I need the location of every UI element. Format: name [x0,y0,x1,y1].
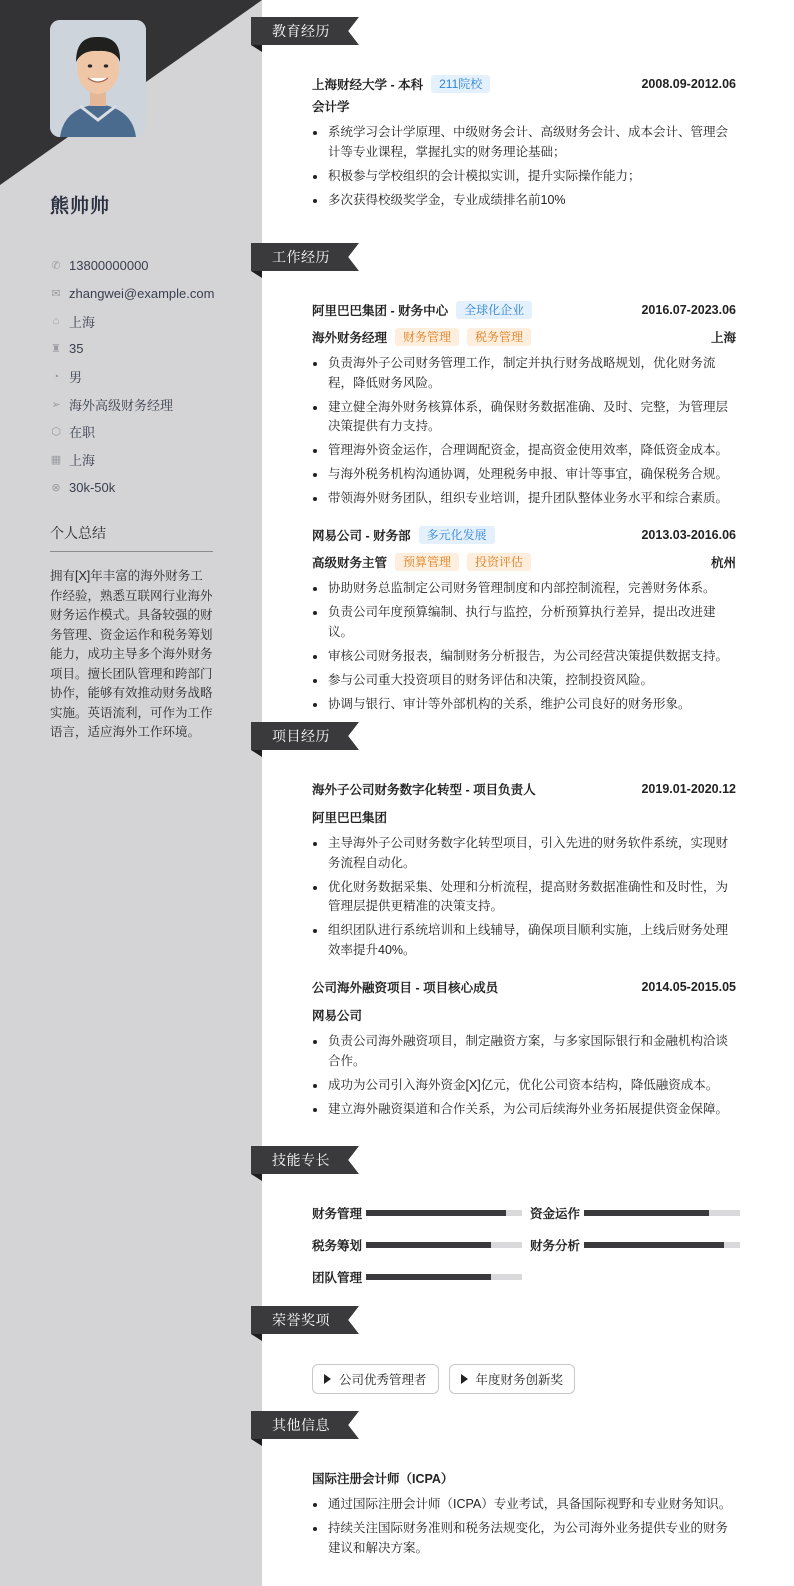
contact-city [50,446,250,474]
city-icon: ▦ [50,454,62,467]
skill-bar-fill [584,1210,709,1216]
skill-bar [584,1210,740,1216]
company-tag: 全球化企业 [456,301,532,319]
skill-item [312,1268,522,1286]
target-job-icon: ➢ [51,398,61,411]
contact-gender [50,363,250,391]
education-bullets [312,123,736,210]
list-item: 多次获得校级奖学金，专业成绩排名前10% [328,191,736,211]
work-entry-2 [312,524,736,719]
list-item: 建立海外融资渠道和合作关系，为公司后续海外业务拓展提供资金保障。 [328,1100,736,1120]
role-tag: 税务管理 [467,328,531,346]
mail-icon: ✉ [51,288,61,301]
contact-status [50,418,250,446]
section-flag-fold [251,45,262,52]
company-name: 阿里巴巴集团 - 财务中心 [312,304,449,318]
skill-bar-fill [366,1242,491,1248]
list-item: 系统学习会计学原理、中级财务会计、高级财务会计、成本会计、管理会计等专业课程，掌握扎实的财务理论基础； [328,123,736,162]
award-chip [312,1364,439,1394]
summary-text: 拥有[X]年丰富的海外财务工作经验，熟悉互联网行业海外财务运作模式。具备较强的财务管理、资金运作和税务筹划能力，成功主导多个海外财务项目。擅长团队管理和跨部门协作，能够有效推动财务战略实施。英语流利，可作为工作语言，适应海外工作环境。 [50,569,213,739]
project-org: 网易公司 [312,1009,363,1023]
section-title: 其他信息 [272,1417,330,1433]
work-date: 2016.07-2023.06 [641,303,736,317]
list-item: 持续关注国际财务准则和税务法规变化，为公司海外业务提供专业的财务建议和解决方案。 [328,1519,736,1558]
contact-phone-text: 13800000000 [69,258,149,274]
list-item: 负责公司年度预算编制、执行与监控，分析预算执行差异，提出改进建议。 [328,603,736,642]
section-title: 工作经历 [272,249,330,265]
project-bullets [312,834,736,960]
list-item: 成功为公司引入海外资金[X]亿元，优化公司资本结构，降低融资成本。 [328,1076,736,1096]
section-title: 教育经历 [272,23,330,39]
project-date: 2019.01-2020.12 [641,782,736,796]
home-icon: ⌂ [52,315,60,328]
gender-icon: ◔ [52,370,60,383]
contact-location-text: 上海 [69,314,96,330]
contact-age [50,335,250,363]
avatar-portrait [50,20,146,137]
main-content [262,0,794,1586]
skill-item [530,1236,740,1254]
certificate-title: 国际注册会计师（ICPA） [312,1472,454,1486]
work-bullets [312,579,736,714]
skill-item [312,1236,522,1254]
skill-bar-fill [366,1274,491,1280]
contact-gender-text: 男 [69,370,83,386]
school-tag: 211院校 [431,75,490,93]
project-bullets [312,1032,736,1119]
section-flag-fold [251,750,262,757]
education-major: 会计学 [312,100,350,114]
skill-bar-fill [366,1210,506,1216]
contact-info-list [50,252,250,501]
list-item: 负责海外子公司财务管理工作，制定并执行财务战略规划，优化财务流程，降低财务风险。 [328,354,736,393]
list-item: 积极参与学校组织的会计模拟实训，提升实际操作能力； [328,167,736,187]
skill-bar-fill [584,1242,724,1248]
contact-status-text: 在职 [69,425,96,441]
school-name: 上海财经大学 - 本科 [312,78,424,92]
other-bullets [312,1495,736,1558]
salary-icon: ⊗ [51,481,61,494]
award-chip [449,1364,576,1394]
project-entry-2 [312,976,736,1124]
section-flag-fold [251,1334,262,1341]
work-date: 2013.03-2016.06 [641,528,736,542]
candidate-name: 熊帅帅 [50,196,111,217]
section-header-skills [251,1146,359,1174]
play-triangle-icon [461,1374,468,1384]
project-entry-1 [312,778,736,965]
job-role: 海外财务经理 [312,331,388,345]
award-name: 年度财务创新奖 [475,1373,564,1387]
list-item: 审核公司财务报表，编制财务分析报告，为公司经营决策提供数据支持。 [328,647,736,667]
award-name: 公司优秀管理者 [339,1373,427,1387]
work-city: 上海 [710,331,736,345]
list-item: 与海外税务机构沟通协调，处理税务申报、审计等事宜，确保税务合规。 [328,465,736,485]
role-tag: 财务管理 [395,328,459,346]
list-item: 建立健全海外财务核算体系，确保财务数据准确、及时、完整，为管理层决策提供有力支持。 [328,398,736,437]
list-item: 主导海外子公司财务数字化转型项目，引入先进的财务软件系统，实现财务流程自动化。 [328,834,736,873]
section-flag-fold [251,1439,262,1446]
status-icon: ⬡ [51,426,61,439]
skill-item [530,1204,740,1222]
company-tag: 多元化发展 [419,526,495,544]
list-item: 参与公司重大投资项目的财务评估和决策，控制投资风险。 [328,671,736,691]
skill-name: 资金运作 [530,1207,581,1221]
skill-bar [584,1242,740,1248]
list-item: 管理海外资金运作，合理调配资金，提高资金使用效率，降低资金成本。 [328,441,736,461]
contact-phone [50,252,250,280]
list-item: 通过国际注册会计师（ICPA）专业考试，具备国际视野和专业财务知识。 [328,1495,736,1515]
section-title: 项目经历 [272,728,330,744]
contact-salary [50,474,250,502]
contact-target-job [50,390,250,418]
section-header-education [251,17,359,45]
list-item: 带领海外财务团队，组织专业培训，提升团队整体业务水平和综合素质。 [328,489,736,509]
skill-name: 团队管理 [312,1271,363,1285]
contact-location [50,307,250,335]
contact-age-text: 35 [69,341,84,357]
company-name: 网易公司 - 财务部 [312,529,411,543]
contact-email [50,280,250,308]
work-entry-1 [312,299,736,513]
age-icon: ♜ [51,343,61,356]
section-title: 技能专长 [272,1152,330,1168]
contact-email-text: zhangwei@example.com [69,286,215,302]
role-tag: 预算管理 [395,553,459,571]
list-item: 协调与银行、审计等外部机构的关系，维护公司良好的财务形象。 [328,695,736,715]
contact-city-text: 上海 [69,453,96,469]
list-item: 组织团队进行系统培训和上线辅导，确保项目顺利实施，上线后财务处理效率提升40%。 [328,921,736,960]
education-entry [312,73,736,215]
skill-bar [366,1274,522,1280]
section-header-other [251,1411,359,1439]
project-org: 阿里巴巴集团 [312,811,388,825]
project-title: 海外子公司财务数字化转型 - 项目负责人 [312,783,536,797]
profile-photo [50,20,146,137]
role-tag: 投资评估 [467,553,531,571]
list-item: 优化财务数据采集、处理和分析流程，提高财务数据准确性和及时性，为管理层提供更精准的决策支持。 [328,878,736,917]
work-bullets [312,354,736,509]
skill-name: 税务筹划 [312,1239,363,1253]
skill-name: 财务分析 [530,1239,581,1253]
section-header-awards [251,1306,359,1334]
project-title: 公司海外融资项目 - 项目核心成员 [312,981,499,995]
summary-title: 个人总结 [50,523,213,552]
skill-bar [366,1210,522,1216]
education-date: 2008.09-2012.06 [641,77,736,91]
list-item: 负责公司海外融资项目，制定融资方案，与多家国际银行和金融机构洽谈合作。 [328,1032,736,1071]
play-triangle-icon [324,1374,331,1384]
job-role: 高级财务主管 [312,556,388,570]
section-title: 荣誉奖项 [272,1312,330,1328]
section-header-projects [251,722,359,750]
section-header-work [251,243,359,271]
awards-list [312,1364,575,1394]
other-entry [312,1467,736,1563]
skill-name: 财务管理 [312,1207,363,1221]
skill-bar [366,1242,522,1248]
list-item: 协助财务总监制定公司财务管理制度和内部控制流程，完善财务体系。 [328,579,736,599]
section-flag-fold [251,1174,262,1181]
contact-target-job-text: 海外高级财务经理 [69,397,174,413]
section-flag-fold [251,271,262,278]
skill-item [312,1204,522,1222]
sidebar [0,0,262,1586]
phone-icon: ✆ [51,260,61,273]
contact-salary-text: 30k-50k [69,479,116,495]
project-date: 2014.05-2015.05 [641,980,736,994]
work-city: 杭州 [710,556,736,570]
